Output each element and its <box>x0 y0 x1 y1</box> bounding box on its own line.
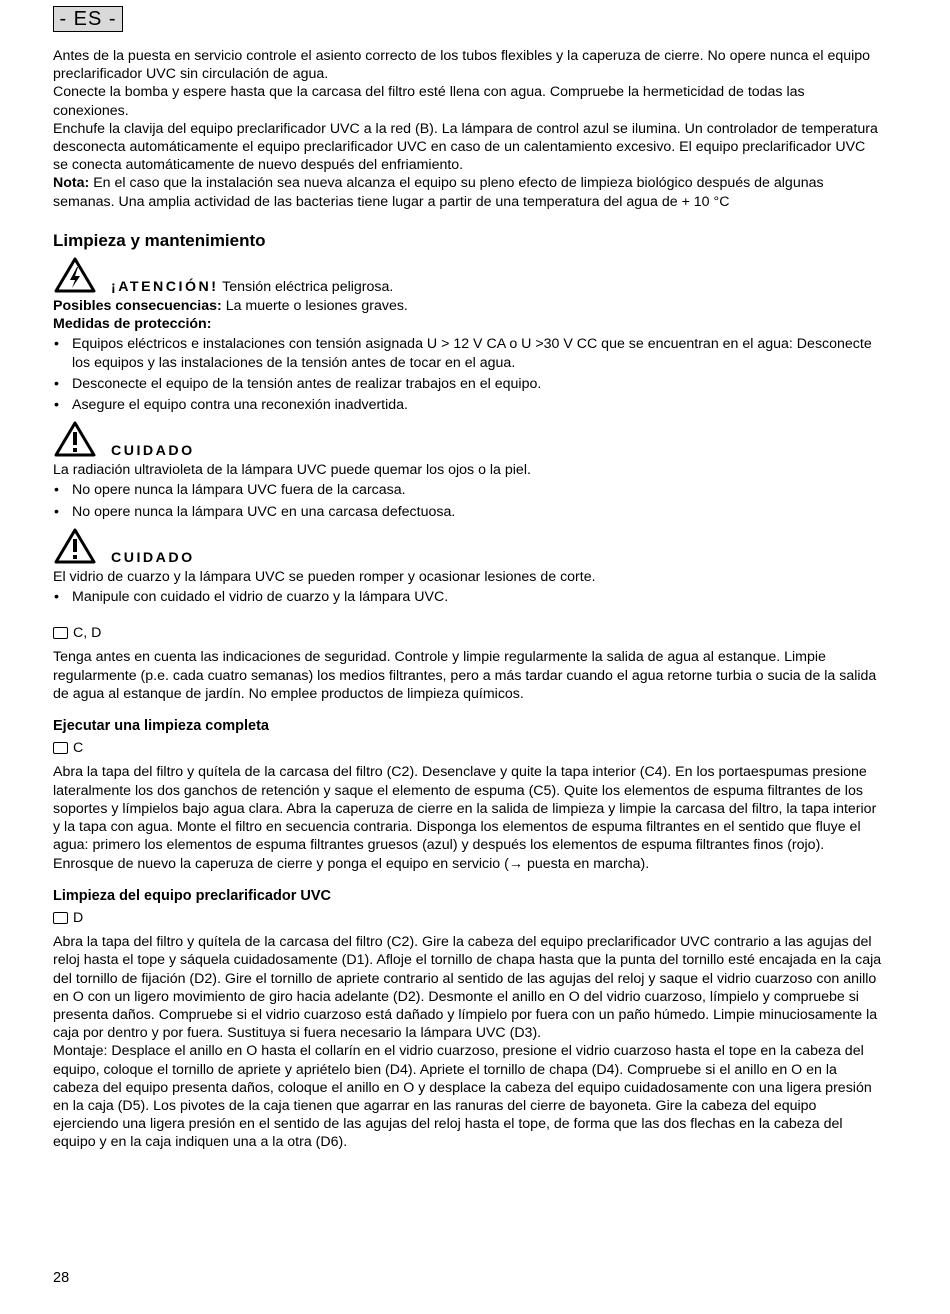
glass-caution <box>53 527 883 565</box>
intro-note <box>53 174 883 210</box>
caution-signal-word: CUIDADO <box>111 549 195 566</box>
list-item: • No opere nunca la lámpara UVC fuera de la carcasa. <box>53 481 883 499</box>
glass-caution-list <box>53 588 883 606</box>
uvc-clean-heading: Limpieza del equipo preclarificador UVC <box>53 887 331 904</box>
caution-icon <box>53 420 97 458</box>
uv-caution <box>53 420 883 458</box>
figure-icon <box>53 742 68 754</box>
figure-reference <box>53 739 883 757</box>
figure-reference <box>53 909 883 927</box>
figure-reference <box>53 624 883 642</box>
figure-reference-label: C <box>73 740 84 757</box>
note-text: En el caso que la instalación sea nueva alcanza el equipo su pleno efecto de limpieza biológico después de algunas semanas. Una amplia actividad de las bacterias tiene lugar a partir de una temperatura del agua de + 10 °C <box>53 175 824 210</box>
list-item: • Desconecte el equipo de la tensión antes de realizar trabajos en el equipo. <box>53 375 883 393</box>
maintenance-heading: Limpieza y mantenimiento <box>53 230 266 250</box>
list-item: • Asegure el equipo contra una reconexión inadvertida. <box>53 396 883 414</box>
list-item: • Manipule con cuidado el vidrio de cuarzo y la lámpara UVC. <box>53 588 883 606</box>
consequences-text: La muerte o lesiones graves. <box>221 298 408 315</box>
uvc-clean-paragraph-2: Montaje: Desplace el anillo en O hasta el collarín en el vidrio cuarzoso, presione el vidrio cuarzoso hasta el tope en la cabeza del equipo, coloque el tornillo de apriete y apriételo bien (D4). Apriete el tornillo de chapa (D4). Compruebe si el anillo en O en la cabeza del equipo presenta daños, coloque el anillo en O y desplace la cabeza del equipo cuidadosamente con una ligera presión en la caja (D5). Los pivotes de la caja tienen que agarrar en las ranuras del cierre de bayoneta. Gire la cabeza del equipo ejerciendo una ligera presión en el sentido de las agujas del reloj hasta el tope, de forma que las dos flechas en la cabeza del equipo y en la caja indiquen una a la otra (D6). <box>53 1043 872 1151</box>
measures-list <box>53 335 883 414</box>
electrical-warning-title <box>111 278 393 296</box>
full-clean-paragraph: Abra la tapa del filtro y quítela de la carcasa del filtro (C2). Desenclave y quite la tapa interior (C4). En los portaespumas presione lateralmente los dos ganchos de retención y saque el elemento de espuma (C5). Quite los elementos de espuma filtrantes de los soportes y límpielos bajo agua clara. Abra la caperuza de cierre en la salida de limpieza y limpie la carcasa del filtro, la tapa interior y la tapa con agua. Monte el filtro en secuencia contraria. Disponga los elementos de espuma filtrantes en el sentido que fluye el agua: primero los elementos de espuma filtrantes gruesos (azul) y después los elementos de espuma filtrantes finos (rojo). Enrosque de nuevo la caperuza de cierre y ponga el equipo en servicio (→ puesta en marcha). <box>53 764 877 872</box>
electrical-warning <box>53 256 883 294</box>
list-item: • No opere nunca la lámpara UVC en una carcasa defectuosa. <box>53 503 883 521</box>
language-tag: - ES - <box>53 6 123 32</box>
electric-hazard-icon <box>53 256 97 294</box>
caution-icon <box>53 527 97 565</box>
intro-paragraph-1: Antes de la puesta en servicio controle el asiento correcto de los tubos flexibles y la caperuza de cierre. No opere nunca el equipo preclarificador UVC sin circulación de agua. <box>53 48 871 83</box>
figure-reference-label: C, D <box>73 625 102 642</box>
consequences-line <box>53 297 883 315</box>
page-number: 28 <box>53 1270 70 1286</box>
full-clean-heading: Ejecutar una limpieza completa <box>53 718 269 735</box>
glass-caution-text: El vidrio de cuarzo y la lámpara UVC se pueden romper y ocasionar lesiones de corte. <box>53 568 596 585</box>
figure-reference-label: D <box>73 909 84 926</box>
list-item: • Equipos eléctricos e instalaciones con tensión asignada U > 12 V CA o U >30 V CC que se encuentran en el agua: Desconecte los equipos y las instalaciones de la tensión antes de tocar en el agua. <box>53 335 883 371</box>
uv-caution-text: La radiación ultravioleta de la lámpara UVC puede quemar los ojos o la piel. <box>53 462 531 479</box>
caution-signal-word: CUIDADO <box>111 443 195 460</box>
intro-paragraph-2: Conecte la bomba y espere hasta que la carcasa del filtro esté llena con agua. Compruebe la hermeticidad de todas las conexiones. <box>53 84 805 119</box>
measures-label: Medidas de protección: <box>53 316 212 333</box>
figure-icon <box>53 627 68 639</box>
uv-caution-list <box>53 481 883 520</box>
intro-paragraph-3: Enchufe la clavija del equipo preclarificador UVC a la red (B). La lámpara de control azul se ilumina. Un controlador de temperatura desconecta automáticamente el equipo preclarificador UVC en caso de un calentamiento excesivo. El equipo preclarificador UVC se conecta automáticamente de nuevo después del enfriamiento. <box>53 120 878 174</box>
warning-hazard-text: Tensión eléctrica peligrosa. <box>218 278 394 295</box>
uvc-clean-paragraph-1: Abra la tapa del filtro y quítela de la carcasa del filtro (C2). Gire la cabeza del equipo preclarificador UVC contrario a las agujas del reloj hasta el tope y sáquela cuidadosamente (D1). Afloje el tornillo de chapa hasta que la punta del tornillo esté encajada en la caja del tornillo de fijación (D2). Gire el tornillo de apriete contrario al sentido de las agujas del reloj y saque el vidrio cuarzoso con anillo en O con un ligero movimiento de giro hacia adelante (D2). Desmonte el anillo en O del vidrio cuarzoso, límpielo y compruebe si presenta daños. Compruebe si el vidrio cuarzoso está dañado y límpielo por fuera con un paño húmedo. Limpie minuciosamente la caja por dentro y por fuera. Sustituya si fuera necesario la lámpara UVC (D3). <box>53 934 882 1042</box>
figure-icon <box>53 912 68 924</box>
maintenance-paragraph: Tenga antes en cuenta las indicaciones de seguridad. Controle y limpie regularmente la salida de agua al estanque. Limpie regularmente (p.e. cada cuatro semanas) los medios filtrantes, pero a más tardar cuando el agua retorne turbia o sucia de la salida de agua al estanque de jardín. No emplee productos de limpieza químicos. <box>53 649 877 702</box>
page-content <box>53 47 883 1152</box>
note-label: Nota: <box>53 175 90 192</box>
warning-signal-word: ¡ATENCIÓN! <box>111 278 219 295</box>
consequences-label: Posibles consecuencias: <box>53 298 222 315</box>
